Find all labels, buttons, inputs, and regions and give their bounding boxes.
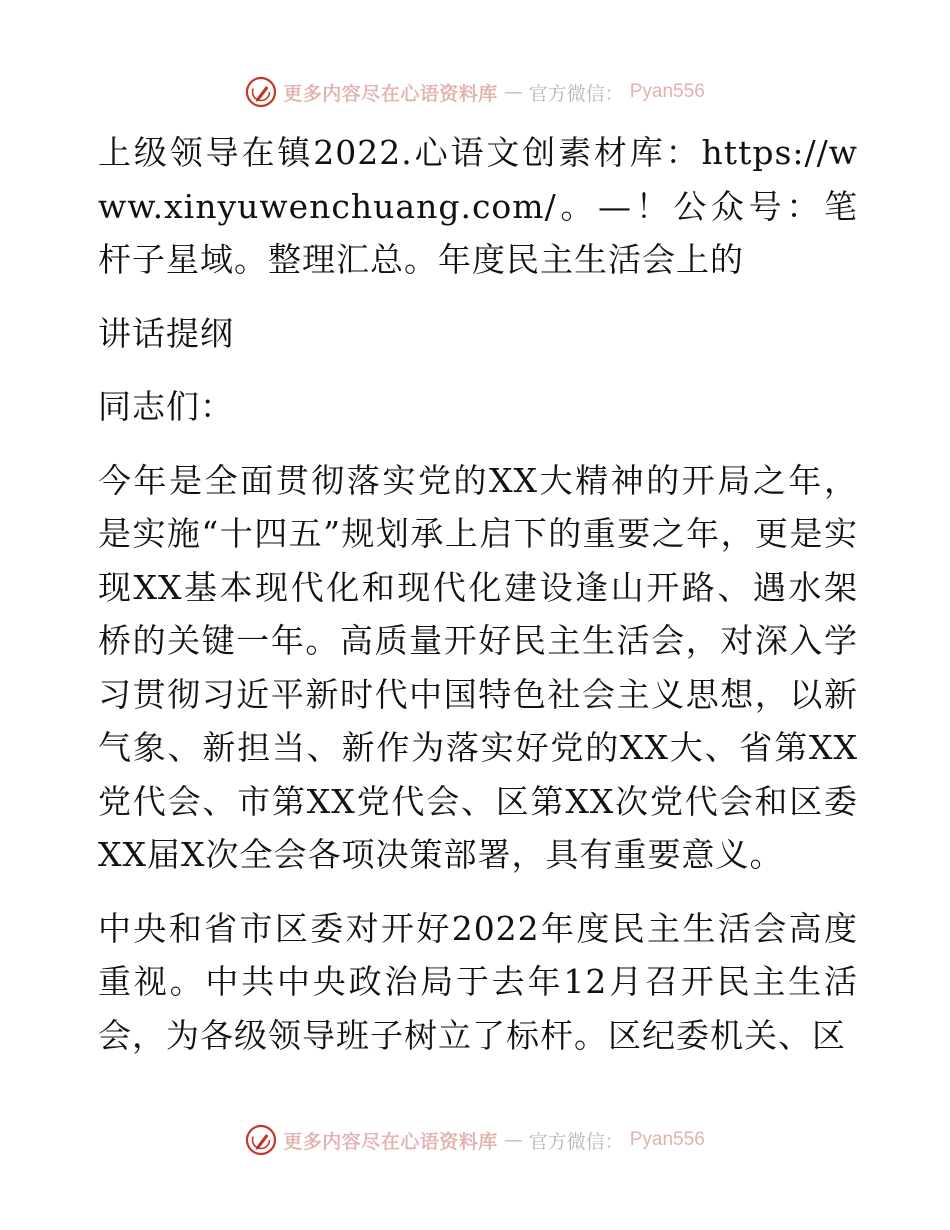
watermark-official-label: 官方微信： bbox=[528, 82, 624, 105]
watermark-official-label: 官方微信： bbox=[528, 1130, 624, 1153]
document-body bbox=[98, 126, 858, 1062]
header-watermark bbox=[0, 72, 950, 112]
title-paragraph: 上级领导在镇2022.心语文创素材库：https://www.xinyuwenchuang.com/。—！公众号：笔杆子星域。整理汇总。年度民主生活会上的 bbox=[98, 133, 858, 279]
pen-logo-icon bbox=[245, 76, 277, 108]
body-paragraph: 中央和省市区委对开好2022年度民主生活会高度重视。中共中央政治局于去年12月召开民主生活会，为各级领导班子树立了标杆。区纪委机关、区 bbox=[98, 908, 858, 1055]
pen-logo-icon bbox=[245, 1124, 277, 1156]
watermark-wechat-id: Pyan556 bbox=[629, 81, 705, 102]
salutation-paragraph: 同志们： bbox=[98, 387, 234, 426]
watermark-dash: — bbox=[503, 1129, 523, 1151]
watermark-dash: — bbox=[503, 81, 523, 103]
subtitle-paragraph: 讲话提纲 bbox=[98, 313, 234, 353]
footer-watermark bbox=[0, 1120, 950, 1160]
watermark-brand-text: 更多内容尽在心语资料库 bbox=[283, 1130, 498, 1153]
watermark-wechat-id: Pyan556 bbox=[629, 1129, 705, 1150]
body-paragraph: 今年是全面贯彻落实党的XX大精神的开局之年，是实施“十四五”规划承上启下的重要之年，更是实现XX基本现代化和现代化建设逢山开路、遇水架桥的关键一年。高质量开好民主生活会，对深入学习贯彻习近平新时代中国特色社会主义思想，以新气象、新担当、新作为落实好党的XX大、省第XX党代会、市第XX党代会、区第XX次党代会和区委XX届X次全会各项决策部署，具有重要意义。 bbox=[98, 460, 858, 874]
watermark-brand-text: 更多内容尽在心语资料库 bbox=[283, 82, 498, 105]
